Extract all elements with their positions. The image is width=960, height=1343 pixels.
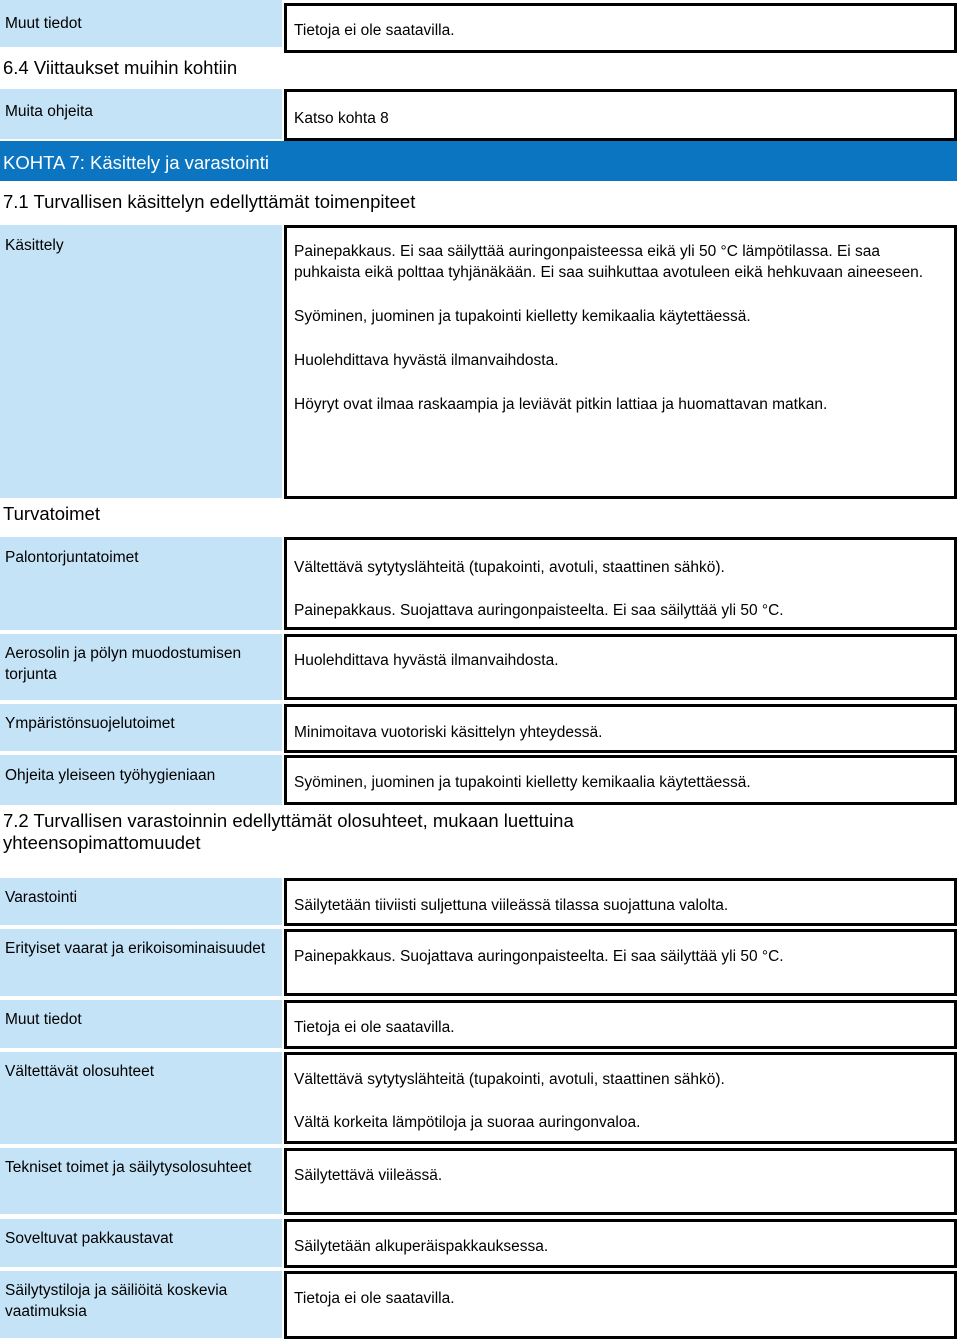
muita-ohjeita-value: Katso kohta 8 (284, 89, 957, 141)
varastointi-value: Säilytetään tiiviisti suljettuna viileässä tilassa suojattuna valolta. (284, 878, 957, 926)
tekniset-toimet-value: Säilytettävä viileässä. (284, 1148, 957, 1215)
erityiset-vaarat-label: Erityiset vaarat ja erikoisominaisuudet (0, 929, 282, 996)
sailytystiloja-value: Tietoja ei ole saatavilla. (284, 1271, 957, 1339)
tyohygienia-label: Ohjeita yleiseen työhygieniaan (0, 755, 282, 805)
erityiset-vaarat-value: Painepakkaus. Suojattava auringonpaisteelta. Ei saa säilyttää yli 50 °C. (284, 929, 957, 996)
kasittely-text-3: Huolehdittava hyvästä ilmanvaihdosta. (294, 352, 559, 369)
valtettavat-olosuhteet-value (284, 1052, 957, 1144)
aerosolin-value: Huolehdittava hyvästä ilmanvaihdosta. (284, 634, 957, 700)
soveltuvat-pakkaustavat-label: Soveltuvat pakkaustavat (0, 1219, 282, 1267)
section-7-2-heading: 7.2 Turvallisen varastoinnin edellyttämät olosuhteet, mukaan luettuina yhteensopimattomuudet (3, 810, 574, 853)
aerosolin-label: Aerosolin ja pölyn muodostumisen torjunta (0, 634, 282, 700)
kasittely-value (284, 225, 957, 499)
tekniset-toimet-label: Tekniset toimet ja säilytysolosuhteet (0, 1148, 282, 1214)
kasittely-text-2: Syöminen, juominen ja tupakointi kielletty kemikaalia käytettäessä. (294, 308, 751, 325)
kasittely-text-4: Höyryt ovat ilmaa raskaampia ja leviävät pitkin lattiaa ja huomattavan matkan. (294, 396, 828, 413)
section-7-band: KOHTA 7: Käsittely ja varastointi (0, 141, 957, 181)
section-6-4-heading: 6.4 Viittaukset muihin kohtiin (3, 57, 238, 78)
palontorjunta-text-2: Painepakkaus. Suojattava auringonpaisteelta. Ei saa säilyttää yli 50 °C. (294, 602, 784, 619)
turvatoimet-heading: Turvatoimet (3, 503, 100, 524)
palontorjuntatoimet-label: Palontorjuntatoimet (0, 537, 282, 630)
valtettavat-text-2: Vältä korkeita lämpötiloja ja suoraa auringonvaloa. (294, 1114, 641, 1131)
section-7-1-heading: 7.1 Turvallisen käsittelyn edellyttämät toimenpiteet (3, 191, 416, 212)
kasittely-label: Käsittely (0, 225, 282, 498)
muut-tiedot-7-label: Muut tiedot (0, 1000, 282, 1048)
varastointi-label: Varastointi (0, 878, 282, 925)
palontorjuntatoimet-value (284, 537, 957, 630)
sailytystiloja-label: Säilytystiloja ja säiliöitä koskevia vaatimuksia (0, 1271, 282, 1338)
valtettavat-text-1: Vältettävä sytytyslähteitä (tupakointi, avotuli, staattinen sähkö). (294, 1071, 725, 1088)
muut-tiedot-7-value: Tietoja ei ole saatavilla. (284, 1000, 957, 1049)
palontorjunta-text-1: Vältettävä sytytyslähteitä (tupakointi, avotuli, staattinen sähkö). (294, 559, 725, 576)
valtettavat-olosuhteet-label: Vältettävät olosuhteet (0, 1052, 282, 1144)
kasittely-text-1: Painepakkaus. Ei saa säilyttää auringonpaisteessa eikä yli 50 °C lämpötilassa. Ei saa puhkaista eikä polttaa tyhjänäkään. Ei saa suihkuttaa avotuleen eikä hehkuvaan aineeseen. (294, 243, 924, 281)
muita-ohjeita-label: Muita ohjeita (0, 89, 282, 139)
muut-tiedot-label: Muut tiedot (0, 0, 282, 47)
muut-tiedot-value: Tietoja ei ole saatavilla. (284, 3, 957, 53)
tyohygienia-value: Syöminen, juominen ja tupakointi kielletty kemikaalia käytettäessä. (284, 755, 957, 805)
ymparistonsuojelutoimet-label: Ympäristönsuojelutoimet (0, 704, 282, 751)
ymparistonsuojelutoimet-value: Minimoitava vuotoriski käsittelyn yhteydessä. (284, 704, 957, 753)
soveltuvat-pakkaustavat-value: Säilytetään alkuperäispakkauksessa. (284, 1219, 957, 1268)
